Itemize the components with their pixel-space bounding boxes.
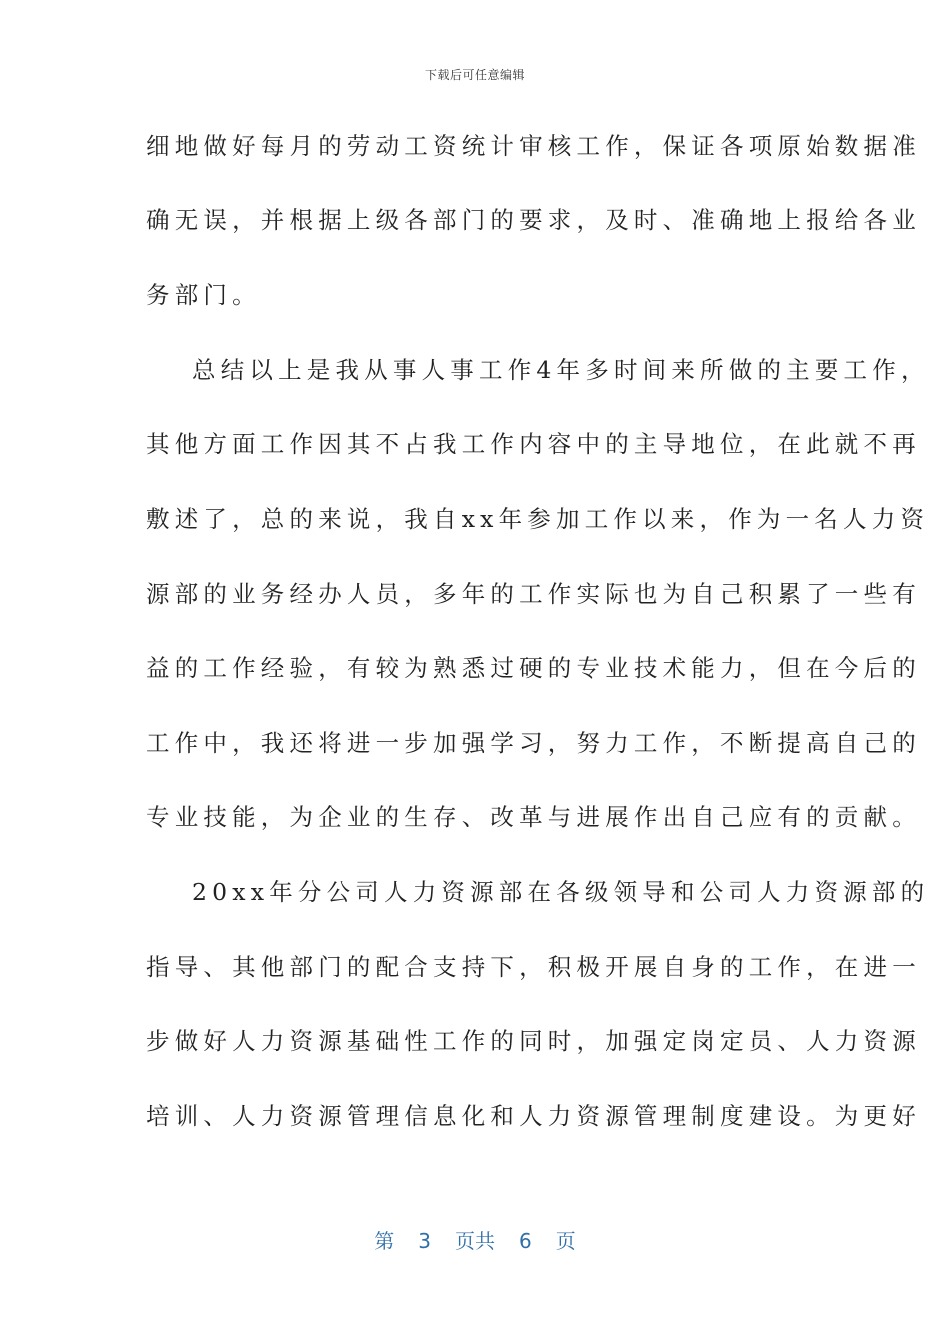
paragraph-start-line: 总结以上是我从事人事工作4年多时间来所做的主要工作， — [192, 356, 930, 384]
body-line: 其他方面工作因其不占我工作内容中的主导地位，在此就不再 — [146, 430, 921, 458]
body-line: 专业技能，为企业的生存、改革与进展作出自己应有的贡献。 — [146, 803, 921, 831]
footer-suffix: 页 — [555, 1229, 576, 1253]
body-line: 务部门。 — [146, 281, 261, 309]
body-line: 指导、其他部门的配合支持下，积极开展自身的工作，在进一 — [146, 953, 921, 981]
page-header: 下载后可任意编辑 — [424, 68, 525, 82]
body-line: 确无误，并根据上级各部门的要求，及时、准确地上报给各业 — [146, 206, 921, 234]
body-line: 工作中，我还将进一步加强学习，努力工作，不断提高自己的 — [146, 729, 921, 757]
paragraph-start-line: 20xx年分公司人力资源部在各级领导和公司人力资源部的 — [192, 878, 930, 906]
total-pages-number: 6 — [519, 1229, 532, 1253]
body-line: 益的工作经验，有较为熟悉过硬的专业技术能力，但在今后的 — [146, 654, 921, 682]
body-line: 培训、人力资源管理信息化和人力资源管理制度建设。为更好 — [146, 1102, 921, 1130]
body-line: 敷述了，总的来说，我自xx年参加工作以来，作为一名人力资 — [146, 505, 930, 533]
footer-middle: 页共 — [455, 1229, 495, 1253]
current-page-number: 3 — [418, 1229, 431, 1253]
page-number-footer — [0, 1225, 950, 1254]
body-line: 步做好人力资源基础性工作的同时，加强定岗定员、人力资源 — [146, 1027, 921, 1055]
footer-prefix: 第 — [374, 1229, 395, 1253]
body-line: 源部的业务经办人员，多年的工作实际也为自己积累了一些有 — [146, 580, 921, 608]
body-line: 细地做好每月的劳动工资统计审核工作，保证各项原始数据准 — [146, 132, 921, 160]
